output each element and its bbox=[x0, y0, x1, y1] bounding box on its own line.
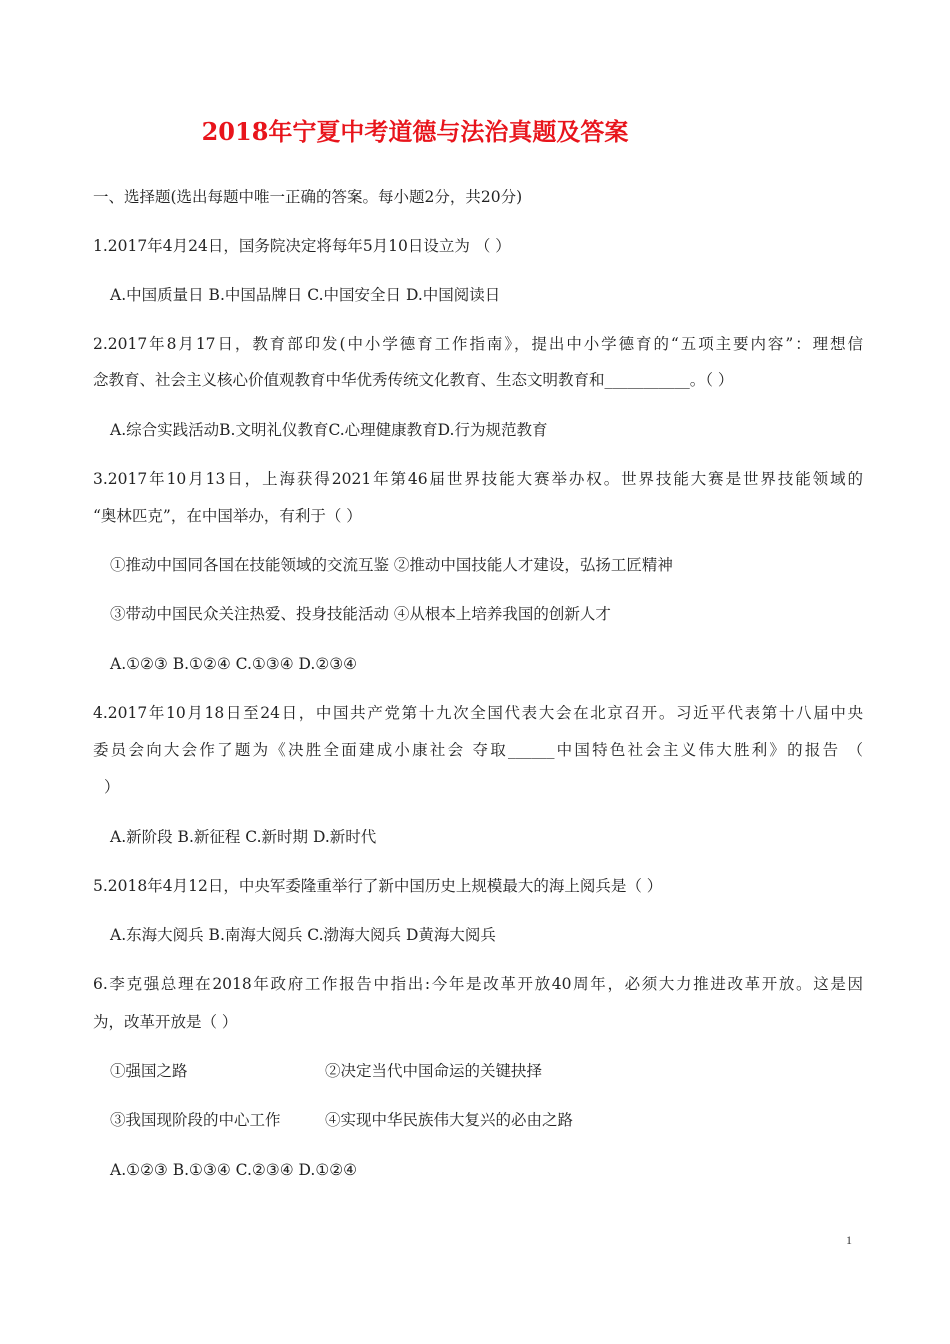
question-4-options: A.新阶段 B.新征程 C.新时期 D.新时代 bbox=[110, 828, 377, 846]
question-5-stem: 5.2018年4月12日，中央军委隆重举行了新中国历史上规模最大的海上阅兵是（ ） bbox=[93, 877, 663, 895]
question-6-options: A.①②③ B.①③④ C.②③④ D.①②④ bbox=[110, 1161, 358, 1179]
page-number: 1 bbox=[846, 1233, 852, 1247]
question-1-options: A.中国质量日 B.中国品牌日 C.中国安全日 D.中国阅读日 bbox=[110, 286, 501, 304]
question-6-statement-4: ④实现中华民族伟大复兴的必由之路 bbox=[325, 1111, 574, 1129]
question-3-stem-line-2: “奥林匹克”，在中国举办，有利于（ ） bbox=[93, 507, 362, 525]
question-6-stem-line-1: 6.李克强总理在2018年政府工作报告中指出:今年是改革开放40周年，必须大力推进改革开放。这是因 bbox=[93, 975, 863, 993]
question-3-stem-line-1: 3.2017年10月13日，上海获得2021年第46届世界技能大赛举办权。世界技能大赛是世界技能领域的 bbox=[93, 470, 863, 488]
question-6-stem-line-2: 为，改革开放是（ ） bbox=[93, 1013, 238, 1031]
question-4-stem-line-2: 委员会向大会作了题为《决胜全面建成小康社会 夺取______中国特色社会主义伟大胜利》的报告 （ bbox=[93, 741, 863, 759]
question-3-options: A.①②③ B.①②④ C.①③④ D.②③④ bbox=[110, 655, 358, 673]
question-5-options: A.东海大阅兵 B.南海大阅兵 C.渤海大阅兵 D黄海大阅兵 bbox=[110, 926, 496, 944]
question-6-statement-1: ①强国之路 bbox=[110, 1062, 188, 1080]
question-2-stem-line-2: 念教育、社会主义核心价值观教育中华优秀传统文化教育、生态文明教育和___________。（ ） bbox=[93, 371, 734, 389]
question-4-stem-line-1: 4.2017年10月18日至24日，中国共产党第十九次全国代表大会在北京召开。习近平代表第十八届中央 bbox=[93, 704, 863, 722]
document-title: 2018年宁夏中考道德与法治真题及答案 bbox=[201, 117, 629, 146]
question-4-stem-line-3: ） bbox=[104, 778, 120, 796]
question-6-statement-3: ③我国现阶段的中心工作 bbox=[110, 1111, 281, 1129]
section-heading: 一、选择题(选出每题中唯一正确的答案。每小题2分，共20分) bbox=[93, 188, 523, 206]
question-2-stem-line-1: 2.2017年8月17日，教育部印发(中小学德育工作指南》，提出中小学德育的“五项主要内容”：理想信 bbox=[93, 335, 863, 353]
question-3-statements-1: ①推动中国同各国在技能领域的交流互鉴 ②推动中国技能人才建设，弘扬工匠精神 bbox=[110, 556, 673, 574]
question-2-options: A.综合实践活动B.文明礼仪教育C.心理健康教育D.行为规范教育 bbox=[110, 421, 548, 439]
question-6-statement-2: ②决定当代中国命运的关键抉择 bbox=[325, 1062, 543, 1080]
question-3-statements-2: ③带动中国民众关注热爱、投身技能活动 ④从根本上培养我国的创新人才 bbox=[110, 605, 611, 623]
question-1-stem: 1.2017年4月24日，国务院决定将每年5月10日设立为 （ ） bbox=[93, 237, 511, 255]
